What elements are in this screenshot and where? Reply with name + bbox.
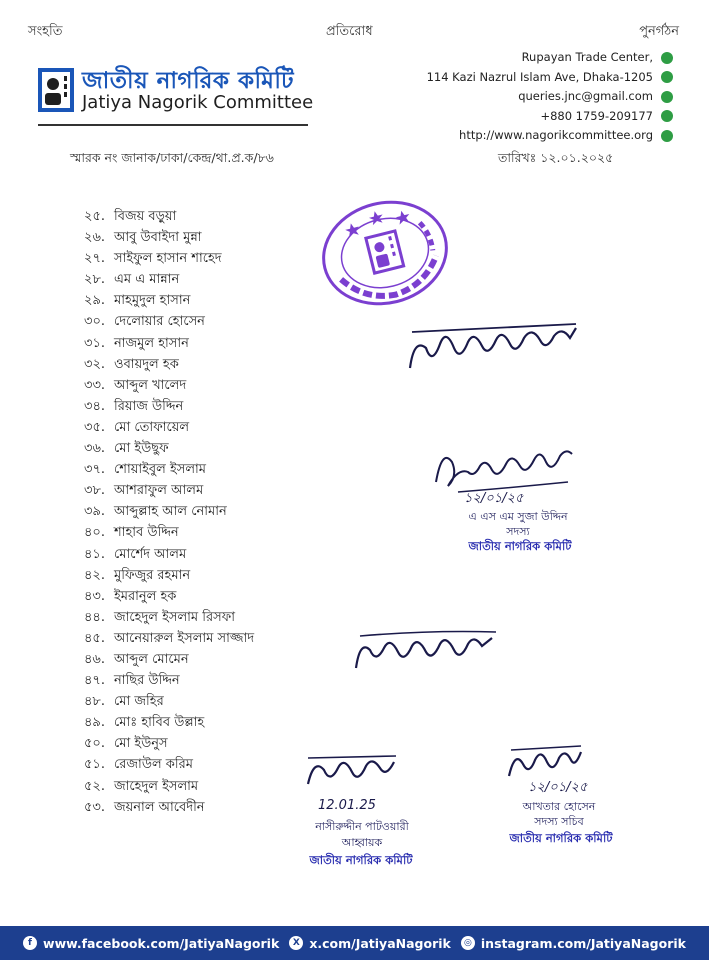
list-item-number: ৩৯. — [84, 504, 106, 520]
list-item-number: ৪৬. — [84, 651, 106, 667]
signature-4-name: নাসীরুদ্দীন পাটওয়ারী — [315, 820, 409, 833]
list-item-name: মোঃ হাবিব উল্লাহ — [114, 715, 205, 731]
contact-email[interactable]: queries.jnc@gmail.com — [427, 87, 673, 107]
list-item — [84, 206, 324, 227]
list-item-name: নাজমুল হাসান — [114, 335, 189, 351]
signature-2-organization: জাতীয় নাগরিক কমিটি — [468, 539, 572, 553]
list-item-name: মো ইউছুফ — [114, 441, 169, 457]
list-item-name: মাহমুদুল হাসান — [114, 293, 191, 309]
list-item — [84, 649, 324, 670]
list-item-name: জয়নাল আবেদীন — [114, 799, 205, 815]
signature-4-organization: জাতীয় নাগরিক কমিটি — [309, 853, 413, 867]
list-item-number: ৩১. — [84, 335, 106, 351]
list-item-name: মো তোফায়েল — [114, 419, 190, 435]
list-item — [84, 607, 324, 628]
signature-2-role: সদস্য — [506, 525, 530, 538]
list-item-number: ৩৮. — [84, 483, 106, 499]
list-item-name: নাছির উদ্দিন — [114, 673, 180, 689]
list-item-name: আব্দুল মোমেন — [114, 651, 189, 667]
list-item-number: ৪৩. — [84, 588, 106, 604]
list-item — [84, 544, 324, 565]
list-item-name: জাহেদুল ইসলাম রিসফা — [114, 609, 235, 625]
list-item-number: ২৮. — [84, 272, 106, 288]
list-item — [84, 776, 324, 797]
list-item — [84, 670, 324, 691]
list-item-name: মুফিজুর রহমান — [114, 567, 191, 583]
list-item-number: ২৯. — [84, 293, 106, 309]
memo-reference: স্মারক নং জানাক/ঢাকা/কেন্দ্র/থা.প্র.ক/৮৬ — [70, 150, 274, 165]
list-item — [84, 586, 324, 607]
list-item-name: ইমরানুল হক — [114, 588, 177, 604]
list-item-number: ৪৭. — [84, 673, 106, 689]
list-item-name: আশরাফুল আলম — [114, 483, 204, 499]
list-item-name: আব্দুল্লাহ আল নোমান — [114, 504, 227, 520]
email-icon — [661, 91, 673, 103]
list-item-number: ৫০. — [84, 736, 106, 752]
list-item-name: শোয়াইবুল ইসলাম — [114, 462, 207, 478]
signature-3 — [350, 622, 500, 682]
list-item-name: দেলোয়ার হোসেন — [114, 314, 205, 330]
signature-5-name: আখতার হোসেন — [522, 800, 596, 813]
contact-phone[interactable]: +880 1759-209177 — [427, 107, 673, 127]
list-item-name: এম এ মান্নান — [114, 272, 180, 288]
list-item — [84, 248, 324, 269]
footer-x-link[interactable]: X x.com/JatiyaNagorik — [289, 936, 451, 951]
list-item-number: ২৫. — [84, 209, 106, 224]
list-item — [84, 565, 324, 586]
list-item — [84, 396, 324, 417]
tagline-left: সংহতি — [28, 24, 63, 39]
instagram-icon: ◎ — [461, 936, 475, 950]
list-item-name: বিজয় বড়ুয়া — [114, 209, 177, 224]
list-item-number: ৪১. — [84, 546, 106, 562]
web-icon — [661, 130, 673, 142]
contact-website[interactable]: http://www.nagorikcommittee.org — [427, 126, 673, 146]
signature-5-role: সদস্য সচিব — [534, 815, 584, 828]
list-item — [84, 501, 324, 522]
member-list — [84, 206, 324, 818]
list-item — [84, 480, 324, 501]
signature-4-date: 12.01.25 — [318, 798, 376, 813]
list-item-number: ৩৩. — [84, 377, 106, 393]
tagline-right: পুনর্গঠন — [639, 24, 679, 39]
list-item-number: ৩২. — [84, 356, 106, 372]
list-item-number: ৫১. — [84, 757, 106, 773]
list-item-name: আনেয়ারুল ইসলাম সাজ্জাদ — [114, 630, 255, 646]
list-item-name: মো জহির — [114, 694, 164, 710]
list-item-number: ৪৯. — [84, 715, 106, 731]
logo-mark-icon — [38, 68, 74, 112]
signature-1 — [404, 318, 582, 376]
contact-block — [427, 48, 673, 146]
list-item — [84, 290, 324, 311]
list-item-number: ৪৫. — [84, 630, 106, 646]
list-item-number: ৪০. — [84, 525, 106, 541]
list-item-number: ৪২. — [84, 567, 106, 583]
organization-logo — [38, 62, 314, 120]
list-item — [84, 311, 324, 332]
facebook-icon: f — [23, 936, 37, 950]
list-item-name: মো ইউনুস — [114, 736, 168, 752]
list-item-number: ৩০. — [84, 314, 106, 330]
list-item — [84, 797, 324, 818]
list-item-name: মোর্শেদ আলম — [114, 546, 187, 562]
list-item-number: ৫৩. — [84, 799, 106, 815]
phone-icon — [661, 110, 673, 122]
list-item — [84, 754, 324, 775]
footer-instagram-link[interactable]: ◎ instagram.com/JatiyaNagorik — [461, 936, 686, 951]
location-icon — [661, 71, 673, 83]
logo-text-english: Jatiya Nagorik Committee — [82, 92, 314, 113]
list-item-number: ৪৮. — [84, 694, 106, 710]
logo-text-bangla: জাতীয় নাগরিক কমিটি — [82, 68, 294, 94]
list-item-number: ৩৫. — [84, 419, 106, 435]
list-item-name: সাইফুল হাসান শাহেদ — [114, 251, 222, 267]
list-item — [84, 333, 324, 354]
list-item — [84, 417, 324, 438]
list-item-number: ৩৬. — [84, 441, 106, 457]
list-item — [84, 269, 324, 290]
list-item — [84, 733, 324, 754]
list-item-number: ৫২. — [84, 778, 106, 794]
official-seal-stamp — [314, 196, 456, 310]
header-divider — [38, 124, 308, 126]
location-icon — [661, 52, 673, 64]
tagline-middle: প্রতিরোধ — [326, 24, 373, 39]
list-item — [84, 459, 324, 480]
list-item-number: ২৭. — [84, 251, 106, 267]
list-item-name: আব্দুল খালেদ — [114, 377, 187, 393]
signature-2-date: ১২/০১/২৫ — [464, 491, 524, 506]
signature-5-date: ১২/০১/২৫ — [528, 780, 588, 795]
list-item-name: শাহাব উদ্দিন — [114, 525, 179, 541]
contact-address-line2: 114 Kazi Nazrul Islam Ave, Dhaka-1205 — [427, 68, 673, 88]
list-item — [84, 628, 324, 649]
list-item — [84, 691, 324, 712]
list-item — [84, 227, 324, 248]
list-item — [84, 375, 324, 396]
list-item-number: ২৬. — [84, 230, 106, 246]
list-item-name: জাহেদুল ইসলাম — [114, 778, 199, 794]
footer-facebook-link[interactable]: f www.facebook.com/JatiyaNagorik — [23, 936, 279, 951]
list-item-name: রেজাউল করিম — [114, 757, 193, 773]
list-item-name: আবু উবাইদা মুন্না — [114, 230, 202, 246]
list-item — [84, 354, 324, 375]
list-item-name: রিয়াজ উদ্দিন — [114, 398, 184, 414]
x-icon: X — [289, 936, 303, 950]
contact-address-line1: Rupayan Trade Center, — [427, 48, 673, 68]
signature-2-name: এ এস এম সুজা উদ্দিন — [468, 510, 568, 523]
list-item-number: ৪৪. — [84, 609, 106, 625]
list-item — [84, 522, 324, 543]
list-item-number: ৩৪. — [84, 398, 106, 414]
memo-date: তারিখঃ ১২.০১.২০২৫ — [498, 150, 614, 165]
footer-bar — [0, 926, 709, 960]
signature-5-organization: জাতীয় নাগরিক কমিটি — [509, 831, 613, 845]
list-item-number: ৩৭. — [84, 462, 106, 478]
signature-4-role: আহ্বায়ক — [341, 836, 383, 849]
signature-4 — [302, 748, 402, 798]
list-item-name: ওবায়দুল হক — [114, 356, 179, 372]
list-item — [84, 712, 324, 733]
list-item — [84, 438, 324, 459]
